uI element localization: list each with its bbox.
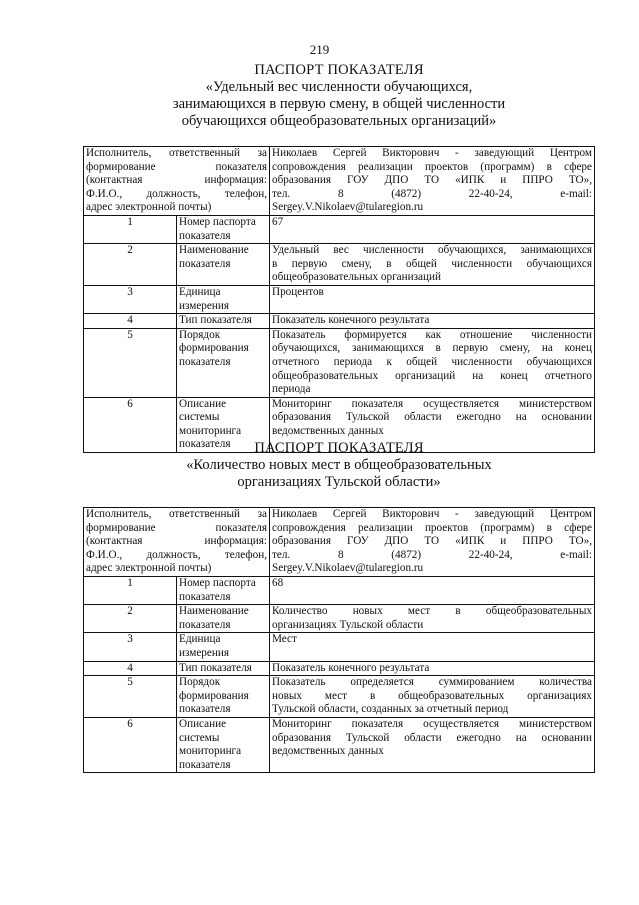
row-label: Единица измерения xyxy=(177,633,270,661)
row-number: 1 xyxy=(84,215,177,243)
table-row xyxy=(84,576,595,604)
executor-value: Николаев Сергей Викторович - заведующий Центром сопровождения реализации проектов (программ) в сфере образования ГОУ ДПО ТО «ИПК и ППРО ТО», тел. 8 (4872) 22-40-24, e-mail: Sergey.V.Nikolaev@tularegion.ru xyxy=(270,508,595,577)
row-label: Номер паспорта показателя xyxy=(177,576,270,604)
passport-1-title xyxy=(83,62,595,130)
table-row xyxy=(84,215,595,243)
row-value: Показатель конечного результата xyxy=(270,314,595,329)
executor-row xyxy=(84,147,595,216)
row-number: 3 xyxy=(84,633,177,661)
executor-row xyxy=(84,508,595,577)
row-number: 2 xyxy=(84,605,177,633)
row-value: Мест xyxy=(270,633,595,661)
indicator-title-line: организациях Тульской области» xyxy=(237,474,441,490)
row-label: Порядок формирования показателя xyxy=(177,328,270,397)
indicator-title-line: обучающихся общеобразовательных организаций» xyxy=(181,113,497,129)
passport-1 xyxy=(83,62,595,453)
row-value: Показатель формируется как отношение численности обучающихся, занимающихся в первую смену, на конец отчетного периода к общей численности обучающихся общеобразовательных организаций на конец отчетного периода xyxy=(270,328,595,397)
row-number: 6 xyxy=(84,397,177,452)
row-label: Тип показателя xyxy=(177,314,270,329)
row-label: Наименование показателя xyxy=(177,244,270,286)
executor-label: Исполнитель, ответственный за формирование показателя (контактная информация: Ф.И.О., должность, телефон, адрес электронной почты) xyxy=(84,508,270,577)
table-row xyxy=(84,661,595,676)
row-label: Единица измерения xyxy=(177,285,270,313)
indicator-title-line: занимающихся в первую смену, в общей численности xyxy=(172,96,506,112)
passport-heading: ПАСПОРТ ПОКАЗАТЕЛЯ xyxy=(254,62,424,78)
passport-heading: ПАСПОРТ ПОКАЗАТЕЛЯ xyxy=(254,440,424,456)
passport-2-table xyxy=(83,507,595,773)
row-label: Тип показателя xyxy=(177,661,270,676)
executor-value: Николаев Сергей Викторович - заведующий Центром сопровождения реализации проектов (программ) в сфере образования ГОУ ДПО ТО «ИПК и ППРО ТО», тел. 8 (4872) 22-40-24, e-mail: Sergey.V.Nikolaev@tularegion.ru xyxy=(270,147,595,216)
row-value: Количество новых мест в общеобразовательных организациях Тульской области xyxy=(270,605,595,633)
row-value: 68 xyxy=(270,576,595,604)
table-row xyxy=(84,717,595,772)
table-row xyxy=(84,314,595,329)
row-value: 67 xyxy=(270,215,595,243)
row-number: 1 xyxy=(84,576,177,604)
row-number: 3 xyxy=(84,285,177,313)
passport-2-title xyxy=(83,440,595,491)
passport-2 xyxy=(83,440,595,773)
row-value: Мониторинг показателя осуществляется министерством образования Тульской области ежегодно на основании ведомственных данных xyxy=(270,397,595,452)
row-label: Номер паспорта показателя xyxy=(177,215,270,243)
executor-label: Исполнитель, ответственный за формирование показателя (контактная информация: Ф.И.О., должность, телефон, адрес электронной почты) xyxy=(84,147,270,216)
row-label: Наименование показателя xyxy=(177,605,270,633)
row-number: 4 xyxy=(84,661,177,676)
row-number: 6 xyxy=(84,717,177,772)
row-value: Процентов xyxy=(270,285,595,313)
row-value: Показатель определяется суммированием количества новых мест в общеобразовательных организациях Тульской области, созданных за отчетный период xyxy=(270,676,595,718)
row-number: 4 xyxy=(84,314,177,329)
passport-1-table xyxy=(83,146,595,453)
row-number: 2 xyxy=(84,244,177,286)
table-row xyxy=(84,328,595,397)
row-label: Описание системы мониторинга показателя xyxy=(177,397,270,452)
indicator-title-line: «Количество новых мест в общеобразовательных xyxy=(186,457,492,473)
page-number: 219 xyxy=(309,42,330,57)
row-number: 5 xyxy=(84,328,177,397)
table-row xyxy=(84,244,595,286)
row-label: Описание системы мониторинга показателя xyxy=(177,717,270,772)
indicator-title-line: «Удельный вес численности обучающихся, xyxy=(205,79,473,95)
table-row xyxy=(84,605,595,633)
row-value: Показатель конечного результата xyxy=(270,661,595,676)
table-row xyxy=(84,676,595,718)
row-value: Удельный вес численности обучающихся, занимающихся в первую смену, в общей численности обучающихся общеобразовательных организаций xyxy=(270,244,595,286)
table-row xyxy=(84,285,595,313)
row-number: 5 xyxy=(84,676,177,718)
table-row xyxy=(84,633,595,661)
row-value: Мониторинг показателя осуществляется министерством образования Тульской области ежегодно на основании ведомственных данных xyxy=(270,717,595,772)
row-label: Порядок формирования показателя xyxy=(177,676,270,718)
